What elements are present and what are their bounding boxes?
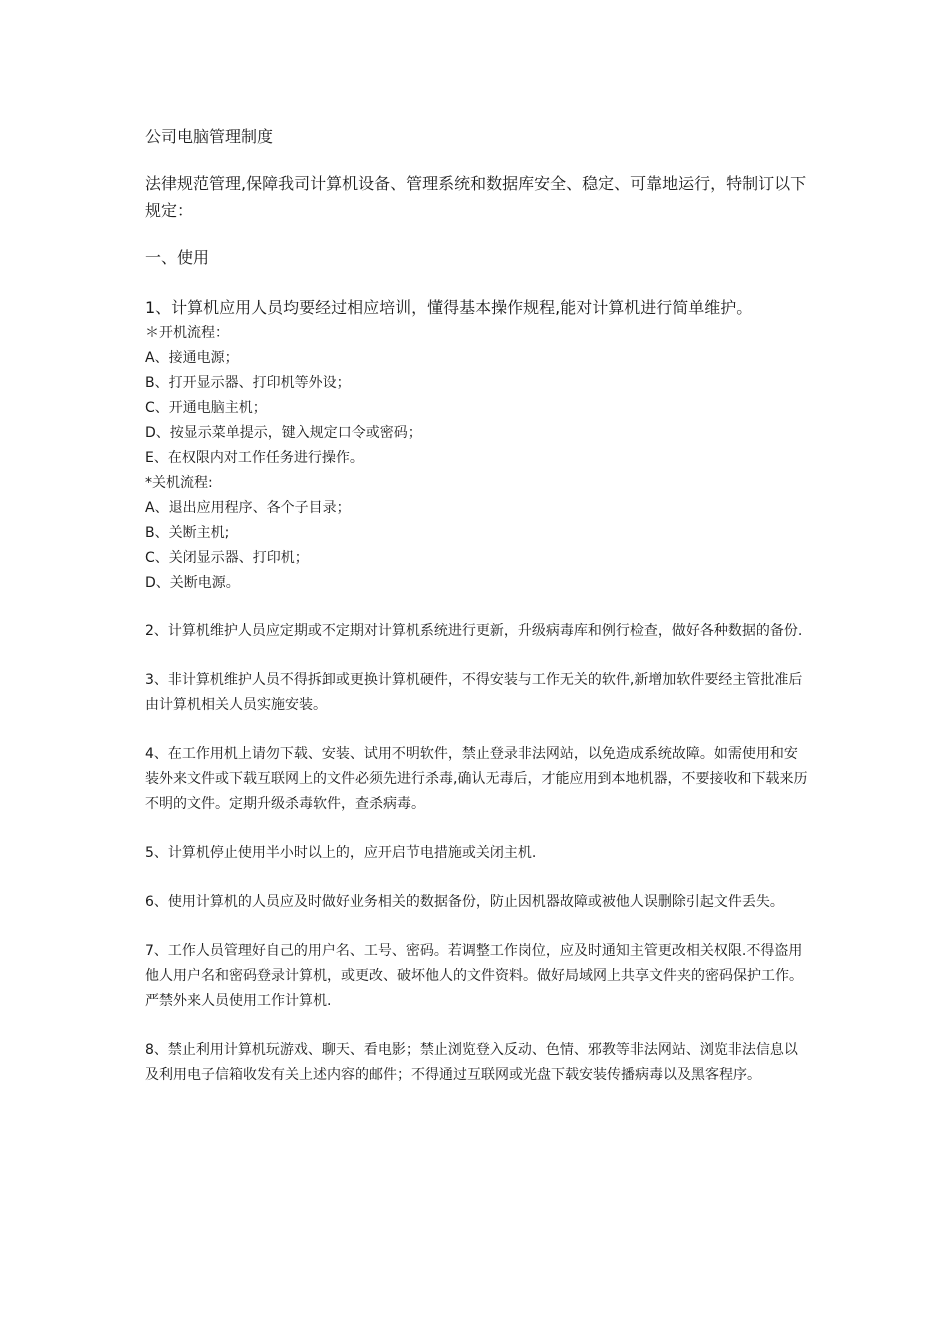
intro-paragraph: 法律规范管理,保障我司计算机设备、管理系统和数据库安全、稳定、可靠地运行，特制订以下规定： [145, 174, 807, 220]
shutdown-step: D、关断电源。 [145, 575, 240, 591]
shutdown-step: B、关断主机; [145, 525, 230, 541]
rule-item-2: 2、计算机维护人员应定期或不定期对计算机系统进行更新，升级病毒库和例行检查，做好各种数据的备份. [145, 623, 803, 639]
document-page [145, 122, 810, 1112]
rule-item-8: 8、禁止利用计算机玩游戏、聊天、看电影；禁止浏览登入反动、色情、邪教等非法网站、浏览非法信息以及利用电子信箱收发有关上述内容的邮件；不得通过互联网或光盘下载安装传播病毒以及黑客程序。 [145, 1042, 798, 1083]
rule-item-1: 1、计算机应用人员均要经过相应培训，懂得基本操作规程,能对计算机进行简单维护。 [145, 298, 753, 317]
startup-step: B、打开显示器、打印机等外设； [145, 375, 351, 391]
startup-step: A、接通电源； [145, 350, 239, 366]
rule-item-6: 6、使用计算机的人员应及时做好业务相关的数据备份，防止因机器故障或被他人误删除引起文件丢失。 [145, 894, 784, 910]
startup-step: C、开通电脑主机； [145, 400, 267, 416]
rule-item-3: 3、非计算机维护人员不得拆卸或更换计算机硬件，不得安装与工作无关的软件,新增加软件要经主管批准后由计算机相关人员实施安装。 [145, 672, 803, 713]
startup-flow-heading: ＊开机流程： [145, 325, 229, 341]
rule-item-4: 4、在工作用机上请勿下载、安装、试用不明软件，禁止登录非法网站，以免造成系统故障。如需使用和安装外来文件或下载互联网上的文件必须先进行杀毒,确认无毒后，才能应用到本地机器，不要接收和下载来历不明的文件。定期升级杀毒软件，查杀病毒。 [145, 746, 808, 812]
operation-flows [145, 321, 810, 596]
rule-item-7: 7、工作人员管理好自己的用户名、工号、密码。若调整工作岗位，应及时通知主管更改相关权限.不得盗用他人用户名和密码登录计算机，或更改、破坏他人的文件资料。做好局域网上共享文件夹的密码保护工作。严禁外来人员使用工作计算机. [145, 943, 803, 1009]
document-title: 公司电脑管理制度 [145, 127, 274, 146]
rule-item-5: 5、计算机停止使用半小时以上的，应开启节电措施或关闭主机. [145, 845, 537, 861]
shutdown-step: C、关闭显示器、打印机； [145, 550, 309, 566]
shutdown-flow-heading: *关机流程: [145, 475, 213, 491]
startup-step: E、在权限内对工作任务进行操作。 [145, 450, 364, 466]
section-heading-usage: 一、使用 [145, 248, 210, 267]
shutdown-step: A、退出应用程序、各个子目录； [145, 500, 351, 516]
startup-step: D、按显示菜单提示，键入规定口令或密码； [145, 425, 422, 441]
